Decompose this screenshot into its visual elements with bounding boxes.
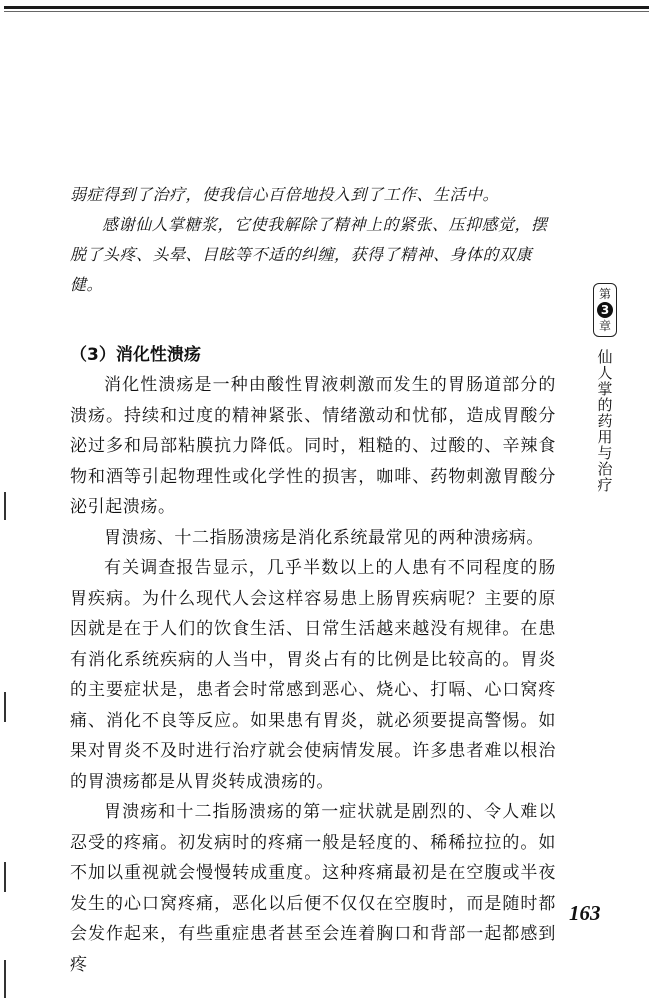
margin-mark: [4, 492, 6, 520]
body-paragraph: 胃溃疡、十二指肠溃疡是消化系统最常见的两种溃疡病。: [104, 527, 544, 548]
body-text: [70, 370, 556, 980]
page-content: [70, 180, 556, 980]
body-paragraph: 胃溃疡和十二指肠溃疡的第一症状就是剧烈的、令人难以忍受的疼痛。初发病时的疼痛一般是轻度的、稀稀拉拉的。如不加以重视就会慢慢转成重度。这种疼痛最初是在空腹或半夜发生的心口窝疼痛，恶化以后便不仅仅在空腹时，而是随时都会发作起来，有些重症患者甚至会连着胸口和背部一起都感到疼: [70, 802, 556, 975]
chapter-sidebar: [590, 283, 620, 493]
margin-mark: [4, 960, 6, 998]
margin-mark: [4, 862, 6, 892]
chapter-badge: [593, 283, 617, 337]
chapter-title: 仙人掌的药用与治疗: [595, 349, 614, 493]
body-paragraph: 消化性溃疡是一种由酸性胃液刺激而发生的胃肠道部分的溃疡。持续和过度的精神紧张、情绪激动和忧郁，造成胃酸分泌过多和局部粘膜抗力降低。同时，粗糙的、过酸的、辛辣食物和酒等引起物理性或化学性的损害，咖啡、药物刺激胃酸分泌引起溃疡。: [70, 375, 556, 517]
chapter-number: 3: [597, 302, 613, 318]
chapter-prefix: 第: [598, 287, 611, 301]
page-number: 163: [569, 901, 601, 925]
testimonial-text: [70, 180, 556, 300]
testimonial-paragraph: 感谢仙人掌糖浆，它使我解除了精神上的紧张、压抑感觉，摆脱了头疼、头晕、目眩等不适的纠缠，获得了精神、身体的双康健。: [70, 215, 548, 294]
testimonial-paragraph: 弱症得到了治疗，使我信心百倍地投入到了工作、生活中。: [70, 185, 500, 204]
top-rule: [4, 6, 649, 9]
chapter-suffix: 章: [598, 319, 611, 333]
body-paragraph: 有关调查报告显示，几乎半数以上的人患有不同程度的肠胃疾病。为什么现代人会这样容易患上肠胃疾病呢？主要的原因就是在于人们的饮食生活、日常生活越来越没有规律。在患有消化系统疾病的人当中，胃炎占有的比例是比较高的。胃炎的主要症状是，患者会时常感到恶心、烧心、打嗝、心口窝疼痛、消化不良等反应。如果患有胃炎，就必须要提高警惕。如果对胃炎不及时进行治疗就会使病情发展。许多患者难以根治的胃溃疡都是从胃炎转成溃疡的。: [70, 558, 556, 792]
section-heading: （3）消化性溃疡: [70, 345, 201, 365]
margin-mark: [4, 692, 6, 722]
